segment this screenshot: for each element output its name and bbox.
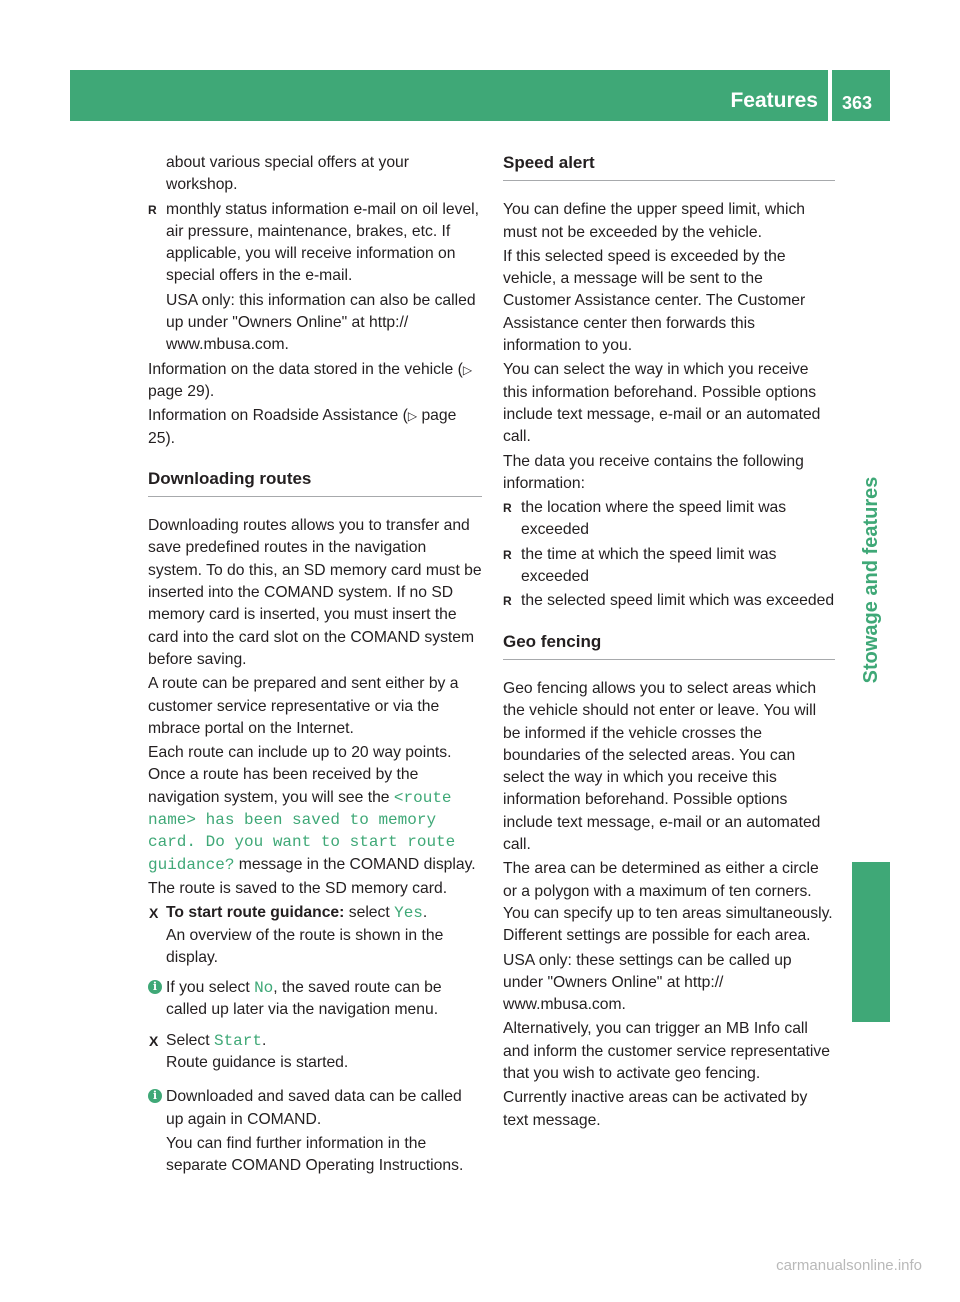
bullet-icon: R: [503, 547, 512, 562]
left-column: [148, 152, 482, 1179]
reference-text: Information on the data stored in the vehicle (: [148, 360, 463, 378]
paragraph: Currently inactive areas can be activated by text message.: [503, 1089, 808, 1129]
step-label: To start route guidance:: [166, 904, 345, 922]
usa-note: USA only: this information can also be called up under "Owners Online" at http:// www.mbusa.com.: [166, 291, 476, 354]
paragraph: A route can be prepared and sent either by a customer service representative or via the mbrace portal on the Internet.: [148, 675, 459, 737]
section-heading-downloading-routes: Downloading routes: [148, 468, 482, 497]
section-tab-label: Stowage and features: [859, 476, 882, 684]
list-item-text: the selected speed limit which was exceeded: [521, 592, 835, 610]
step-text: select: [344, 904, 395, 922]
info-note: [148, 1086, 482, 1177]
note-text: You can find further information in the separate COMAND Operating Instructions.: [166, 1134, 464, 1175]
bullet-icon: R: [503, 501, 512, 516]
paragraph: Alternatively, you can trigger an MB Info call and inform the customer service representative that you wish to activate geo fencing.: [503, 1020, 830, 1082]
continued-paragraph: about various special offers at your workshop.: [166, 154, 410, 194]
reference-page: page 29).: [148, 382, 215, 400]
menu-option-yes: Yes: [394, 904, 423, 923]
info-icon: i: [148, 1089, 162, 1103]
paragraph: The data you receive contains the following information:: [503, 452, 804, 492]
list-item: [148, 199, 482, 288]
section-tab: [852, 300, 890, 860]
header-title: Features: [730, 89, 818, 112]
paragraph: Downloading routes allows you to transfer and save predefined routes in the navigation system. To do this, an SD memory card must be inserted into the COMAND system. If no SD memory card is inserted, you must insert the card into the card slot on the COMAND system before saving.: [148, 517, 482, 668]
paragraph: The route is saved to the SD memory card.: [148, 879, 448, 897]
right-column: [503, 152, 835, 1134]
step-text: Select: [166, 1031, 214, 1049]
list-item-text: the time at which the speed limit was exceeded: [521, 545, 777, 586]
reference-roadside: [148, 405, 482, 450]
paragraph-text: message in the COMAND display.: [234, 855, 476, 873]
list-item-text: the location where the speed limit was exceeded: [521, 499, 787, 539]
list-item-text: monthly status information e-mail on oil level, air pressure, maintenance, brakes, etc. If applicable, you will receive information on special offers in the e-mail.: [166, 200, 480, 285]
reference-data-stored: [148, 359, 482, 404]
list-item: [503, 590, 835, 612]
step-result: Route guidance is started.: [166, 1053, 349, 1071]
reference-text: Information on Roadside Assistance (: [148, 407, 408, 425]
note-text: If you select: [166, 979, 255, 997]
menu-option-start: Start: [213, 1031, 262, 1050]
instruction-step: [148, 1030, 482, 1075]
paragraph: [148, 742, 482, 876]
paragraph: The area can be determined as either a circle or a polygon with a maximum of ten corners. You can specify up to ten areas simultaneously. Different settings are possible for each area.: [503, 860, 833, 945]
step-arrow-icon: X: [149, 905, 159, 922]
step-text: .: [422, 904, 428, 922]
step-text: .: [261, 1031, 267, 1049]
paragraph: USA only: these settings can be called up under "Owners Online" at http:// www.mbusa.com.: [503, 951, 792, 1014]
header-divider: [828, 70, 832, 121]
bullet-icon: R: [148, 202, 157, 217]
note-text: , the saved route can be called up later via the navigation menu.: [166, 979, 442, 1019]
step-arrow-icon: X: [149, 1032, 159, 1049]
list-item: [503, 544, 835, 589]
list-item: [503, 497, 835, 542]
bullet-icon: R: [503, 594, 512, 609]
section-tab-block: [852, 862, 890, 1022]
page-ref-arrow-icon: ▷: [462, 362, 473, 377]
reference-page: page 25).: [148, 407, 457, 447]
paragraph-text: Each route can include up to 20 way points. Once a route has been received by the navigation system, you will see the: [148, 744, 452, 806]
page-ref-arrow-icon: ▷: [407, 409, 418, 424]
instruction-step: [148, 902, 482, 969]
watermark: carmanualsonline.info: [776, 1257, 922, 1274]
note-text: Downloaded and saved data can be called up again in COMAND.: [166, 1088, 462, 1128]
page-number: 363: [842, 93, 873, 113]
step-result: An overview of the route is shown in the display.: [166, 926, 444, 966]
info-icon: i: [148, 980, 162, 994]
info-note: [148, 977, 482, 1022]
section-heading-geo-fencing: Geo fencing: [503, 631, 835, 660]
paragraph: You can select the way in which you receive this information beforehand. Possible options include text message, e-mail or an automated call.: [503, 361, 821, 446]
paragraph: Geo fencing allows you to select areas which the vehicle should not enter or leave. You will be informed if the vehicle crosses the boundaries of the selected areas. You can select the way in which you receive this information beforehand. Possible options include text message, e-mail or an automated call.: [503, 679, 821, 854]
menu-option-no: No: [254, 979, 274, 998]
display-message: <route name> has been saved to memory card. Do you want to start route guidance?: [148, 788, 456, 874]
paragraph: You can define the upper speed limit, which must not be exceeded by the vehicle.: [503, 201, 806, 241]
section-heading-speed-alert: Speed alert: [503, 152, 835, 181]
paragraph: If this selected speed is exceeded by the vehicle, a message will be sent to the Customer Assistance center. The Customer Assistance center then forwards this information to you.: [503, 247, 806, 355]
